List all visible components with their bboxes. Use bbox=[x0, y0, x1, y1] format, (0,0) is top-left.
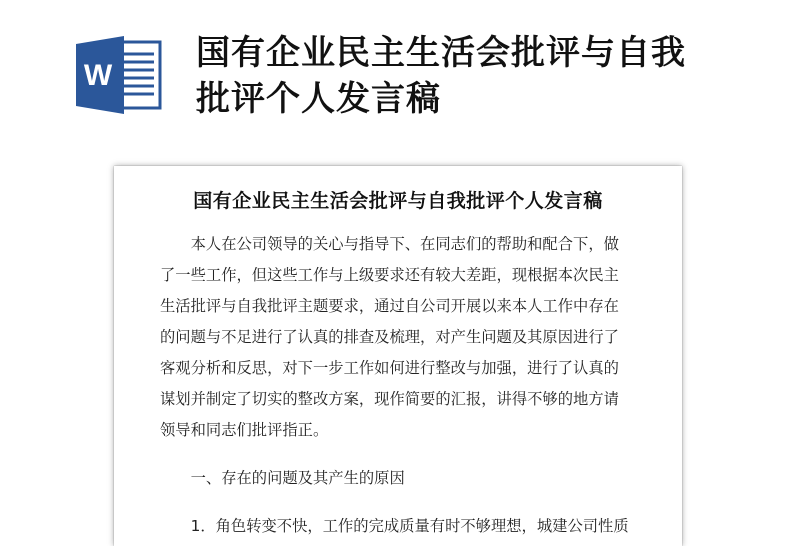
document-page bbox=[114, 166, 682, 546]
paragraph-line: 的问题与不足进行了认真的排查及梳理，对产生问题及其原因进行了 bbox=[160, 328, 619, 346]
page-title bbox=[196, 30, 756, 122]
paragraph-line: 谋划并制定了切实的整改方案，现作简要的汇报，讲得不够的地方请 bbox=[160, 390, 619, 408]
header bbox=[0, 0, 800, 150]
paragraph-line: 领导和同志们批评指正。 bbox=[160, 421, 329, 439]
document-title: 国有企业民主生活会批评与自我批评个人发言稿 bbox=[193, 190, 603, 212]
paragraph-line: 本人在公司领导的关心与指导下、在同志们的帮助和配合下，做 bbox=[160, 235, 619, 253]
word-icon bbox=[74, 34, 164, 116]
paragraph-line: 1．角色转变不快，工作的完成质量有时不够理想，城建公司性质 bbox=[160, 517, 629, 535]
section-heading: 一、存在的问题及其产生的原因 bbox=[160, 469, 405, 487]
page-title-line-2: 批评个人发言稿 bbox=[196, 79, 441, 119]
paragraph-line: 客观分析和反思，对下一步工作如何进行整改与加强，进行了认真的 bbox=[160, 359, 619, 377]
paragraph-line: 了一些工作，但这些工作与上级要求还有较大差距，现根据本次民主 bbox=[160, 266, 619, 284]
paragraph-line: 生活批评与自我批评主题要求，通过自公司开展以来本人工作中存在 bbox=[160, 297, 619, 315]
page-title-line-1: 国有企业民主生活会批评与自我 bbox=[196, 33, 686, 73]
word-icon-letter: W bbox=[83, 59, 113, 92]
